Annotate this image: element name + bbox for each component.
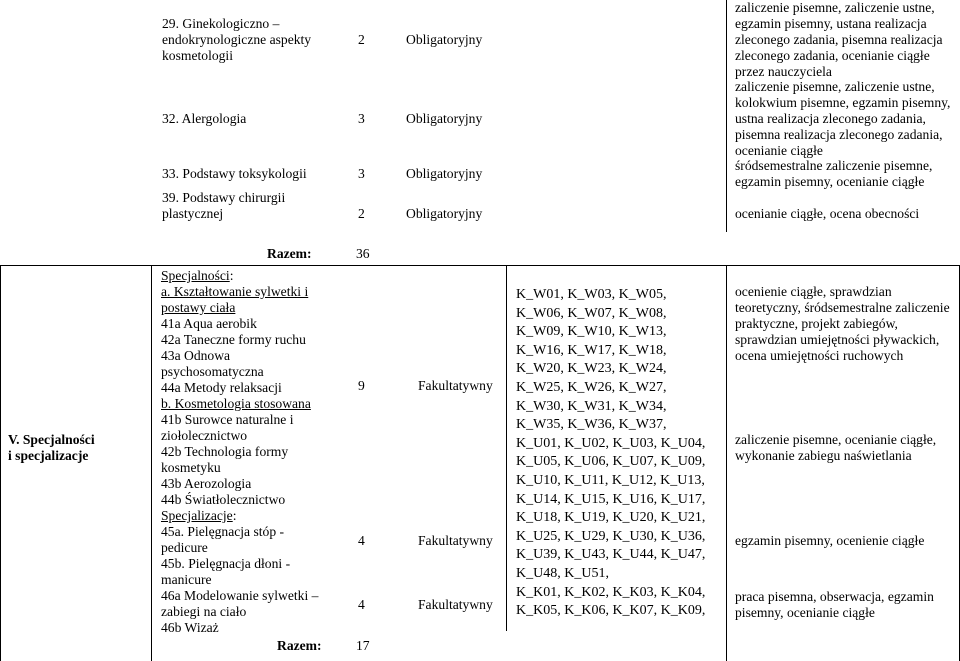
group-a-title-1: a. Kształtowanie sylwetki i	[161, 284, 309, 299]
ects-33: 3	[358, 166, 365, 181]
course-39: 39. Podstawy chirurgii plastycznej	[162, 190, 286, 221]
rule-top-right	[726, 0, 727, 232]
razem-top-label: Razem:	[267, 246, 312, 261]
assessment-39: ocenianie ciągłe, ocena obecności	[735, 206, 920, 221]
assessment-29: zaliczenie pisemne, zaliczenie ustne, egzamin pisemny, ustana realizacja zleconego zadania, pisemna realizacja zleconego zadania, ocenianie ciągłe przez nauczyciela	[735, 0, 943, 79]
status-39: Obligatoryjny	[406, 206, 483, 221]
status-elective-c: Fakultatywny	[418, 597, 493, 612]
assessment-spec-2: praca pisemna, obserwacja, egzamin pisemny, ocenianie ciągłe	[735, 589, 934, 620]
group-b-title: b. Kosmetologia stosowana	[161, 396, 311, 411]
razem-bottom-value: 17	[356, 638, 370, 653]
status-elective-a: Fakultatywny	[418, 378, 493, 393]
rule-course-col	[506, 265, 507, 631]
course-33: 33. Podstawy toksykologii	[162, 166, 307, 181]
assessment-32: zaliczenie pisemne, zaliczenie ustne, kolokwium pisemne, egzamin pisemny, ustna realizacja zleconego zadania, pisemna realizacja zleconego zadania, ocenianie ciągłe	[735, 79, 951, 158]
status-29: Obligatoryjny	[406, 32, 483, 47]
razem-top-value: 36	[356, 246, 370, 261]
assessment-group-a: ocenienie ciągłe, sprawdzian teoretyczny, śródsemestralne zaliczenie praktyczne, projekt zabiegów, sprawdzian umiejętności pływackich, ocena umiejętności ruchowych	[735, 284, 950, 363]
ects-29: 2	[358, 32, 365, 47]
section-label: V. Specjalności i specjalizacje	[8, 432, 95, 463]
course-cell-29: 29. Ginekologiczno – endokrynologiczne aspekty kosmetologii	[162, 16, 312, 63]
rule-section-col	[151, 265, 152, 661]
rule-outcomes-col	[726, 265, 727, 661]
group-a-title-2: postawy ciała	[161, 300, 236, 315]
ects-elective-a: 9	[358, 378, 365, 393]
specialties-heading: Specjalności	[161, 268, 230, 283]
assessment-group-b: zaliczenie pisemne, ocenianie ciągłe, wykonanie zabiegu naświetlania	[735, 432, 937, 463]
status-32: Obligatoryjny	[406, 111, 483, 126]
status-33: Obligatoryjny	[406, 166, 483, 181]
rule-left-col	[0, 265, 1, 661]
assessment-33: śródsemestralne zaliczenie pisemne, egzamin pisemny, ocenianie ciągłe	[735, 158, 933, 189]
status-elective-b: Fakultatywny	[418, 533, 493, 548]
razem-bottom-label: Razem:	[277, 638, 322, 653]
learning-outcomes: K_W01, K_W03, K_W05, K_W06, K_W07, K_W08, K_W09, K_W10, K_W13, K_W16, K_W17, K_W18, K_W20, K_W23, K_W24, K_W25, K_W26, K_W27, K_W30, K_W31, K_W34, K_W35, K_W36, K_W37, K_U01, K_U02, K_U03, K_U04, K_U05, K_U06, K_U07, K_U09, K_U10, K_U11, K_U12, K_U13, K_U14, K_U15, K_U16, K_U17, K_U18, K_U19, K_U20, K_U21, K_U25, K_U29, K_U30, K_U36, K_U39, K_U43, K_U44, K_U47, K_U48, K_U51, K_K01, K_K02, K_K03, K_K04, K_K05, K_K06, K_K07, K_K09,	[516, 287, 706, 619]
ects-elective-c: 4	[358, 597, 365, 612]
rule-horizontal	[0, 265, 960, 266]
ects-32: 3	[358, 111, 365, 126]
spec-heading: Specjalizacje	[161, 508, 233, 523]
assessment-spec-1: egzamin pisemny, ocenienie ciągłe	[735, 533, 925, 548]
ects-elective-b: 4	[358, 533, 365, 548]
ects-39: 2	[358, 206, 365, 221]
specialties-list: Specjalności: a. Kształtowanie sylwetki i postawy ciała 41a Aqua aerobik 42a Taneczne formy ruchu 43a Odnowa psychosomatyczna 44a Metody relaksacji b. Kosmetologia stosowana 41b Surowce naturalne i ziołolecznictwo 42b Technologia formy kosmetyku 43b Aerozologia 44b Światłolecznictwo Specjalizacje: 45a. Pielęgnacja stóp - pedicure 45b. Pielęgnacja dłoni - manicure 46a Modelowanie sylwetki – zabiegi na ciało 46b Wizaż	[161, 268, 319, 635]
course-32: 32. Alergologia	[162, 111, 247, 126]
